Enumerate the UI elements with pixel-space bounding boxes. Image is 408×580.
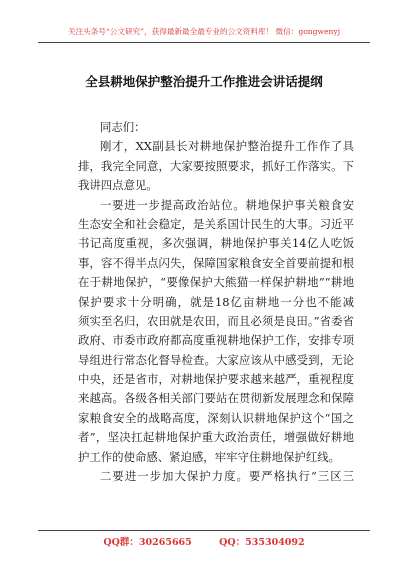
paragraph-line: 事，容不得半点闪失，保障国家粮食安全首要前提和根 [78, 255, 354, 270]
paragraph-line: 须实至名归，农田就是农田，而且必须是良田。”省委省 [78, 313, 354, 328]
paragraph-line: 刚才，XX副县长对耕地保护整治提升工作作了具 [100, 139, 354, 154]
paragraph-line: 二要进一步加大保护力度。要严格执行“三区三 [100, 469, 354, 484]
document-body [78, 118, 354, 486]
paragraph-line: 排，我完全同意，大家要按照要求，抓好工作落实。下 [78, 158, 354, 173]
paragraph-line: 护工作的使命感、紧迫感，牢牢守住耕地保护红线。 [78, 449, 340, 464]
header-banner: 关注头条号“公文研究”，获得最新最全最专业的公文资料库！ 微信：gongwenyj [67, 27, 341, 36]
paragraph-line: 我讲四点意见。 [78, 178, 158, 193]
paragraph-line: 生态安全和社会稳定，是关系国计民生的大事。习近平 [78, 216, 354, 231]
paragraph-line: 来越高。各级各相关部门要站在贯彻新发展理念和保障 [78, 391, 354, 406]
paragraph-line: 家粮食安全的战略高度，深刻认识耕地保护这个“国之 [78, 410, 354, 425]
footer-divider [38, 530, 370, 531]
footer-qq-group: QQ群：30265665 [103, 537, 192, 548]
document-title: 全县耕地保护整治提升工作推进会讲话提纲 [85, 74, 323, 89]
paragraph-line: 者”，坚决扛起耕地保护重大政治责任，增强做好耕地 [78, 430, 354, 445]
paragraph-line: 保护要求十分明确，就是18亿亩耕地一分也不能减 [78, 294, 354, 309]
paragraph-line: 一要进一步提高政治站位。耕地保护事关粮食安 [100, 197, 354, 212]
footer-contacts [0, 534, 408, 548]
salutation: 同志们： [100, 120, 146, 134]
footer-qq: QQ：535304092 [219, 537, 305, 548]
paragraph-line: 中央，还是省市，对耕地保护要求越来越严，重视程度 [78, 372, 354, 387]
paragraph-line: 政府、市委市政府都高度重视耕地保护工作，安排专项 [78, 333, 354, 348]
paragraph-line: 书记高度重视，多次强调，耕地保护事关14亿人吃饭 [78, 236, 354, 251]
paragraph-line: 导组进行常态化督导检查。大家应该从中感受到，无论 [78, 352, 354, 367]
paragraph-line: 在于耕地保护，“要像保护大熊猫一样保护耕地”“耕地 [78, 275, 354, 290]
header-divider [38, 42, 370, 43]
